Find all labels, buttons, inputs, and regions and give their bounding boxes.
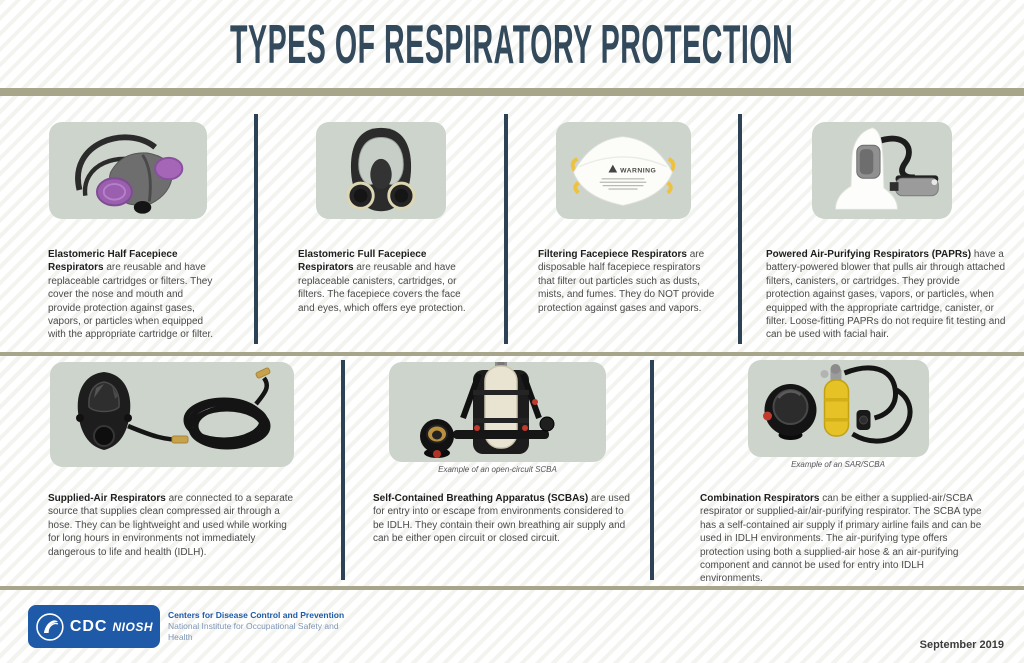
panel-combination [652, 356, 1024, 586]
papr-illustration [812, 122, 952, 219]
panel-description [0, 492, 343, 559]
panel-lead: Powered Air-Purifying Respirators (PAPRs) [766, 249, 972, 260]
combination-respirator-illustration [748, 360, 929, 457]
illustration-caption: Example of an SAR/SCBA [791, 460, 885, 469]
divider [738, 114, 742, 344]
cdc-logo: CDC [69, 617, 108, 635]
panel-elastomeric-full-facepiece [256, 96, 506, 352]
poster-title: TYPES OF RESPIRATORY PROTECTION [230, 13, 794, 75]
illustration-zone [343, 356, 652, 482]
illustration-zone [506, 96, 740, 238]
half-facepiece-respirator-illustration [49, 122, 207, 219]
illustration-card [50, 362, 294, 467]
panel-description [652, 492, 1024, 586]
header [0, 0, 1024, 88]
illustration-card [812, 122, 952, 219]
illustration-card [316, 122, 446, 219]
agency-names [168, 610, 348, 643]
divider [650, 360, 654, 580]
publication-date: September 2019 [919, 639, 1004, 651]
olive-band-top [0, 88, 1024, 96]
panel-lead: Elastomeric Full Facepiece Respirators [298, 249, 427, 274]
row-2 [0, 356, 1024, 586]
mask-warning-label: WARNING [619, 167, 656, 175]
niosh-agency-name: National Institute for Occupational Safety and Health [168, 620, 339, 643]
panel-body: are used for entry into or escape from environments considered to be IDLH. They contain their own breathing air supply and can be either open circuit or closed circuit. [373, 493, 630, 545]
panel-body: are reusable and have replaceable canisters, cartridges, or filters. The facepiece covers the face and eyes, which offers eye protection. [298, 262, 466, 314]
panel-body: can be either a supplied-air/SCBA respirator or supplied-air/air-purifying respirator. The SCBA type has a self-contained air supply if primary airline fails and can be used in IDLH environments. The air-purifying type offers protection using both a supplied-air hose & an air-purifying component and cannot be used for entry into IDLH environments. [700, 493, 982, 585]
footer [0, 590, 1024, 663]
panel-description [506, 248, 740, 315]
full-facepiece-respirator-illustration [316, 122, 446, 219]
panel-supplied-air [0, 356, 343, 586]
divider [504, 114, 508, 344]
panel-lead: Supplied-Air Respirators [48, 493, 166, 504]
panel-lead: Combination Respirators [700, 493, 820, 504]
scba-illustration [389, 362, 606, 462]
filtering-facepiece-respirator-illustration [556, 122, 691, 219]
hhs-eagle-icon [35, 612, 65, 642]
illustration-card [556, 122, 691, 219]
illustration-caption: Example of an open-circuit SCBA [438, 465, 557, 474]
niosh-logo: NIOSH [112, 619, 153, 634]
panel-body: are reusable and have replaceable cartridges or filters. They cover the nose and mouth and provide protection against gases, vapors, or particles when equipped with the appropriate cartridge or filter. [48, 262, 214, 341]
panel-filtering-facepiece [506, 96, 740, 352]
panel-description [343, 492, 652, 546]
illustration-card [389, 362, 606, 462]
panel-body: are connected to a separate source that supplies clean compressed air through a hose. They can be lightweight and used while working for long hours in environments not immediately dangerous to life and health (IDLH). [48, 493, 294, 558]
illustration-zone [652, 356, 1024, 482]
cdc-niosh-logo-box [28, 605, 160, 648]
illustration-card [49, 122, 207, 219]
panel-description [0, 248, 256, 342]
panel-lead: Elastomeric Half Facepiece Respirators [48, 249, 178, 274]
illustration-zone [740, 96, 1024, 238]
panel-description [740, 248, 1024, 342]
panel-scba [343, 356, 652, 586]
supplied-air-respirator-illustration [50, 362, 294, 467]
panel-body: are disposable half facepiece respirators that filter out particles such as dusts, mists, and fumes. They do NOT provide protection against gases and vapors. [538, 249, 715, 314]
panel-papr [740, 96, 1024, 352]
illustration-zone [0, 96, 256, 238]
panel-lead: Self-Contained Breathing Apparatus (SCBAs) [373, 493, 589, 504]
divider [341, 360, 345, 580]
illustration-card [748, 360, 929, 457]
panel-body: have a battery-powered blower that pulls air through attached filters, canisters, or cartridges. They provide protection against gases, vapors, or particles, when equipped with the appropriate cartridge, canister, or filter. Loose-fitting PAPRs do not require fit testing and can be used with facial hair. [766, 249, 1006, 341]
cdc-agency-name: Centers for Disease Control and Prevention [168, 609, 345, 620]
panel-elastomeric-half-facepiece [0, 96, 256, 352]
illustration-zone [256, 96, 506, 238]
row-1 [0, 96, 1024, 352]
divider [254, 114, 258, 344]
panel-description [256, 248, 506, 315]
panel-lead: Filtering Facepiece Respirators [538, 249, 687, 260]
illustration-zone [0, 356, 343, 482]
